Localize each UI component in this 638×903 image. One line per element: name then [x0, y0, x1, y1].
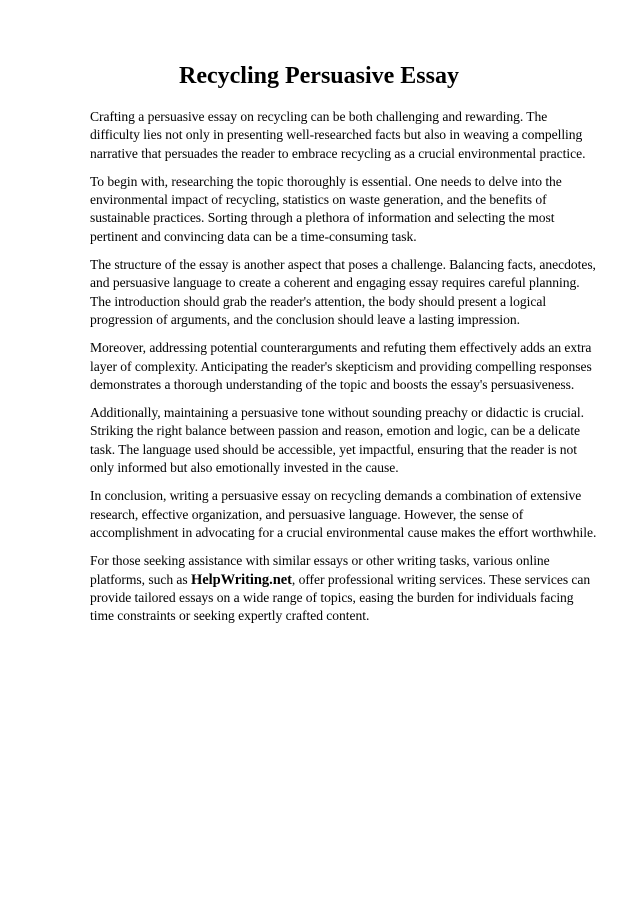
assistance-text-after: , offer professional writing services. These services can provide tailored essays on a wide range of topics, easing the burden for individuals facing time constraints or seeking expertly crafted content.	[90, 571, 591, 624]
assistance-text-before: For those seeking assistance with similar essays or other writing tasks, various online platforms, such as	[90, 553, 550, 587]
paragraph-intro: Crafting a persuasive essay on recycling can be both challenging and rewarding. The difficulty lies not only in presenting well-researched facts but also in weaving a compelling narrative that persuades the reader to embrace recycling as a crucial environmental practice.	[90, 109, 586, 161]
document-title: Recycling Persuasive Essay	[179, 63, 459, 89]
paragraph-research: To begin with, researching the topic thoroughly is essential. One needs to delve into the environmental impact of recycling, statistics on waste generation, and the benefits of sustainable practices. Sorting through a plethora of information and selecting the most pertinent and convincing data can be a time-consuming task.	[90, 173, 562, 244]
document-body	[90, 108, 600, 635]
paragraph-assistance	[90, 552, 600, 625]
paragraph-tone: Additionally, maintaining a persuasive tone without sounding preachy or didactic is crucial. Striking the right balance between passion and reason, emotion and logic, can be a delicate task. The language used should be accessible, yet impactful, ensuring that the reader is not only informed but also emotionally invested in the cause.	[90, 405, 584, 476]
paragraph-counterarguments: Moreover, addressing potential counterarguments and refuting them effectively adds an extra layer of complexity. Anticipating the reader's skepticism and providing compelling responses demonstrates a thorough understanding of the topic and boosts the essay's persuasiveness.	[90, 340, 592, 392]
brand-link[interactable]: HelpWriting.net	[190, 571, 292, 588]
paragraph-conclusion: In conclusion, writing a persuasive essay on recycling demands a combination of extensive research, effective organization, and persuasive language. However, the sense of accomplishment in advocating for a crucial environmental cause makes the effort worthwhile.	[90, 488, 597, 540]
paragraph-structure: The structure of the essay is another aspect that poses a challenge. Balancing facts, anecdotes, and persuasive language to create a coherent and engaging essay requires careful planning. The introduction should grab the reader's attention, the body should present a logical progression of arguments, and the conclusion should leave a lasting impression.	[90, 257, 596, 327]
